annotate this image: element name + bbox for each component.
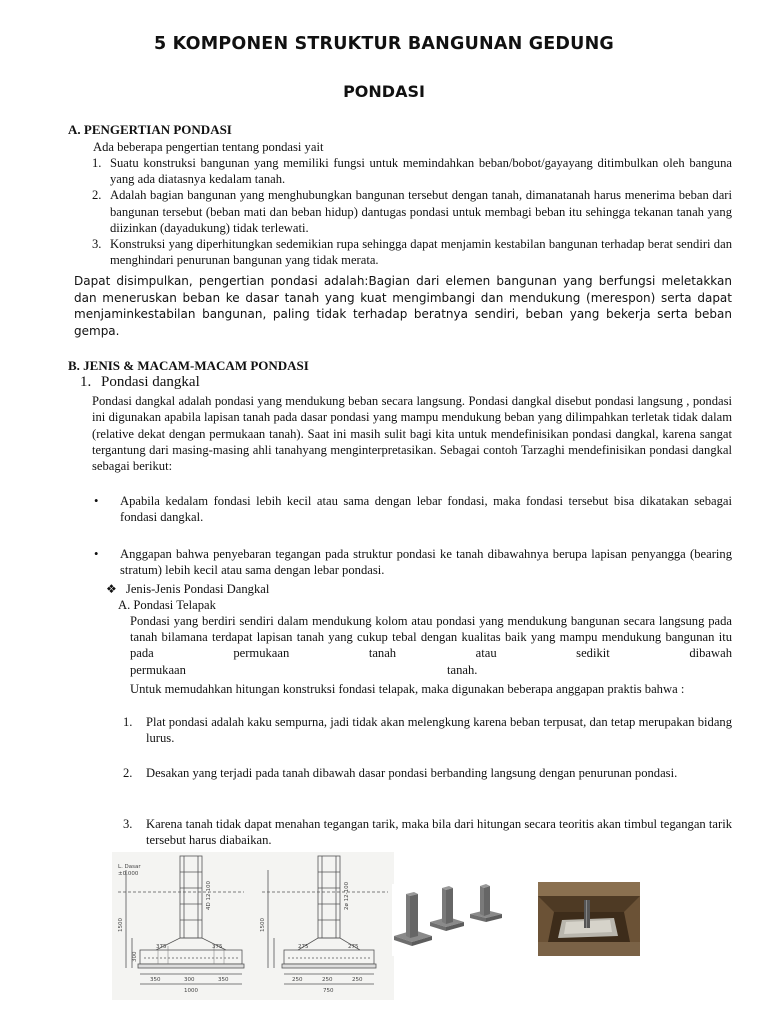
telapak-paragraph-1-main: Pondasi yang berdiri sendiri dalam mendukung kolom atau pondasi yang mendukung bangunan secara langsung pada tanah bilamana terdapat lapisan tanah yang cukup tebal dengan kualitas baik yang mampu mendukung bangunan itu pada permukaan tanah atau sedikit dibawah [130,614,732,661]
list-number: 2. [123,766,133,780]
drawing-total-b: 750 [323,988,334,994]
drawing-dim-b3: 350 [218,977,229,983]
section-b-heading: B. JENIS & MACAM-MACAM PONDASI [68,358,309,373]
bullet-text: Apabila kedalam fondasi lebih kecil atau sama dengan lebar fondasi, maka fondasi tersebut bisa dikatakan sebagai fondasi dangkal. [120,494,732,525]
drawing-dim-a1: 375 [156,944,167,950]
list-item [92,187,732,236]
drawing-label-level: L. Dasar [118,864,141,870]
pondasi-dangkal-paragraph: Pondasi dangkal adalah pondasi yang mendukung beban secara langsung. Pondasi dangkal disebut pondasi langsung , pondasi ini digunakan apabila lapisan tanah pada dasar pondasi yang mampu mendukung beban yang dilimpahkan terletak tidak dalam (relative dekat dengan permukaan tanah). Saat ini masih sulit bagi kita untuk mendefinisikan pondasi dangkal, karena sangat tergantung dari masing-masing ahli tanahyang menginterpretasikan. Sebagai contoh Tarzaghi mendefinisikan pondasi dangkal sebagai berikut: [92,394,732,474]
drawing-dim-c2: 275 [348,944,359,950]
subsection-number: 1. [80,374,92,390]
drawing-vert-right: 1500 [260,918,266,932]
list-text: Suatu konstruksi bangunan yang memiliki fungsi untuk memindahkan beban/bobot/gayayang ditimbulkan oleh banguna yang ada diatasnya kedalam tanah. [110,156,732,187]
list-text: Adalah bagian bangunan yang menghubungkan bangunan tersebut dengan tanah, dimanatanah harus menerima beban dari bangunan tersebut (beban mati dan beban hidup) dantugas pondasi untuk membagi beban itu sehingga tekanan tanah yang diizinkan (dayadukung) tidak terlewati. [110,188,732,235]
drawing-total-a: 1000 [184,988,198,994]
list-number: 1. [123,715,133,729]
bullet-text: Anggapan bahwa penyebaran tegangan pada struktur pondasi ke tanah dibawahnya berupa lapisan penyangga (bearing stratum) lebih kecil atau sama dengan lebar pondasi. [120,547,732,578]
terzaghi-bullet-1 [94,493,732,525]
section-a-intro: Ada beberapa pengertian tentang pondasi yait [93,140,324,154]
drawing-vert-left: 1500 [118,918,124,932]
list-number: 2. [92,188,102,203]
diamond-bullet-icon: ❖ [106,582,117,596]
drawing-dim-d3: 250 [352,977,363,983]
list-text: Desakan yang terjadi pada tanah dibawah dasar pondasi berbanding langsung dengan penurunan pondasi. [146,766,678,780]
telapak-paragraph-1-end [130,662,732,678]
bullet-dot: • [94,494,99,508]
drawing-dim-b1: 350 [150,977,161,983]
document-title: 5 KOMPONEN STRUKTUR BANGUNAN GEDUNG [154,34,614,54]
terzaghi-bullet-2 [94,546,732,578]
assumption-1 [123,714,732,746]
telapak-paragraph-1 [130,613,732,678]
telapak-end-a: permukaan [130,662,186,677]
subsection-pondasi-dangkal [80,374,200,391]
footing-excavation-photo [538,882,640,956]
list-text: Konstruksi yang diperhitungkan sedemikian rupa sehingga dapat menjamin kestabilan bangunan terhadap berat sendiri dan menghindari penurunan bangunan yang tidak merata. [110,237,732,268]
telapak-heading: A. Pondasi Telapak [118,598,216,612]
section-a-conclusion: Dapat disimpulkan, pengertian pondasi adalah:Bagian dari elemen bangunan yang berfungsi meletakkan dan meneruskan beban ke dasar tanah yang kuat mengimbangi dan mendukung (merespon) serta dapat menjaminkestabilan bangunan, paling tidak terhadap beratnya sendiri, beban yang bekerja serta beban gempa. [74,274,732,338]
subsection-title: Pondasi dangkal [101,374,200,390]
list-number: 3. [92,237,102,252]
drawing-vert-left2: 300 [132,951,138,962]
list-text: Karena tanah tidak dapat menahan tegangan tarik, maka bila dari hitungan secara teoritis akan timbul tegangan tarik tersebut harus diabaikan. [146,817,732,848]
foundation-technical-drawing [112,852,394,1000]
drawing-dim-b2: 300 [184,977,195,983]
assumption-2 [123,765,732,781]
drawing-dim-d1: 250 [292,977,303,983]
list-text: Plat pondasi adalah kaku sempurna, jadi tidak akan melengkung karena beban terpusat, dan tetap merupakan bidang lurus. [146,715,732,746]
assumption-3 [123,816,732,848]
jenis-heading: Jenis-Jenis Pondasi Dangkal [125,582,270,596]
drawing-dim-a2: 375 [212,944,223,950]
list-number: 3. [123,817,133,831]
bullet-dot: • [94,547,99,561]
drawing-rebar-a: 4D 12-100 [206,881,212,910]
drawing-label-level-value: ±0.000 [118,871,139,877]
list-item [92,155,732,187]
list-number: 1. [92,156,102,170]
drawing-dim-d2: 250 [322,977,333,983]
section-a-list [92,155,732,268]
jenis-heading-row [106,581,269,597]
document-subtitle: PONDASI [343,82,425,101]
drawing-dim-c1: 275 [298,944,309,950]
section-a-heading: A. PENGERTIAN PONDASI [68,122,232,137]
telapak-paragraph-2: Untuk memudahkan hitungan konstruksi fondasi telapak, maka digunakan beberapa anggapan praktis bahwa : [130,682,685,696]
telapak-end-b: tanah. [447,662,478,677]
list-item [92,236,732,268]
drawing-rebar-b: 2ø 12-100 [344,881,350,910]
footing-3d-models-image [392,884,512,956]
